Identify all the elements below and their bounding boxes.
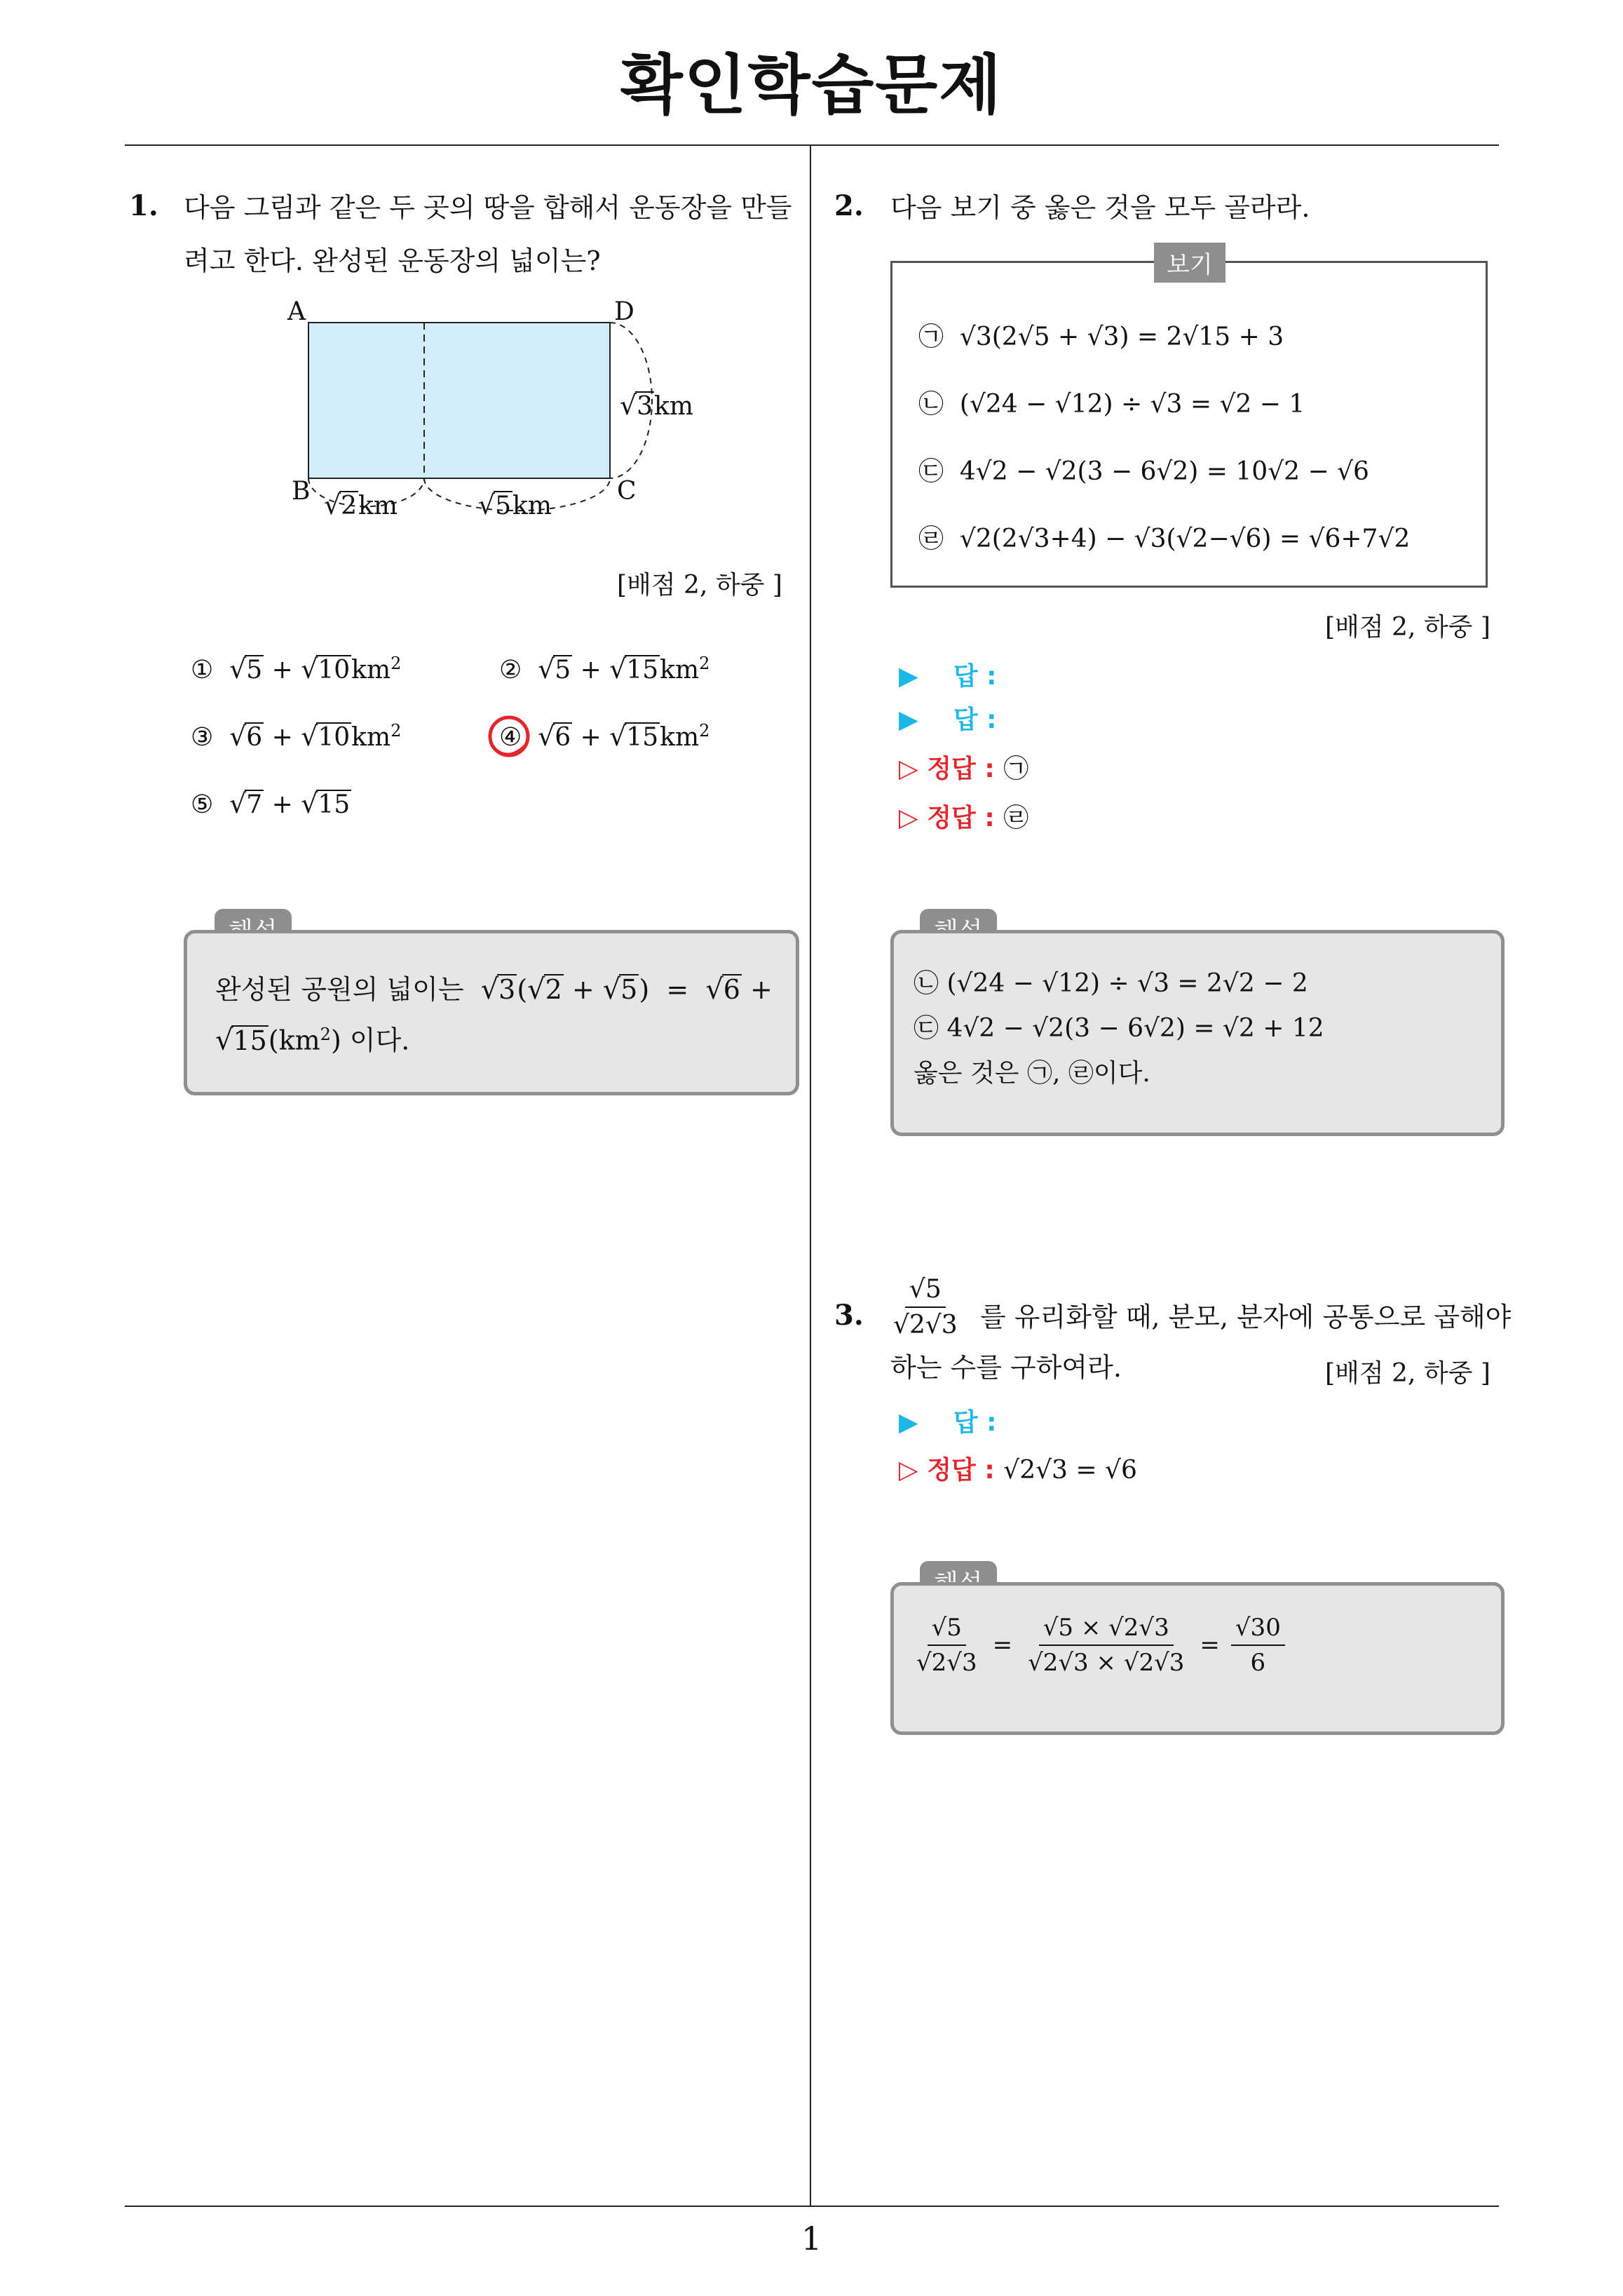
solution-box-1 [184, 930, 799, 1095]
choice-4[interactable]: ④ $√6 + √15km^2$ [499, 721, 710, 752]
answer-line-3[interactable]: ▶ 답 : [899, 1408, 997, 1437]
correct-marker-icon: ▷ [899, 1456, 918, 1485]
answer-marker-icon: ▶ [899, 705, 918, 734]
example-item-3: ㉢ 4√2 − √2(3 − 6√2) = 10√2 − √6 [918, 457, 1369, 486]
question-1-text [184, 181, 801, 288]
choice-1[interactable]: ① $√5 + √10km^2$ [191, 654, 402, 684]
answer-marker-icon: ▶ [899, 1408, 918, 1437]
vertex-d: D [614, 297, 634, 326]
vertex-a: A [287, 297, 306, 326]
correct-answer-1: ▷ 정답 : ㉠ [899, 755, 1029, 783]
question-number-2: 2. [834, 189, 864, 222]
question-3-score: [배점 2, 하중 ] [1325, 1359, 1490, 1388]
vertex-c: C [617, 477, 637, 506]
choice-3[interactable]: ③ $√6 + √10km^2$ [191, 721, 402, 752]
correct-answer-3: ▷ 정답 : √2√3 = √6 [899, 1456, 1137, 1485]
side-right-label: √3km [620, 390, 693, 421]
answer-line-2[interactable]: ▶ 답 : [899, 705, 997, 734]
correct-marker-icon: ▷ [899, 804, 918, 832]
example-item-4: ㉣ √2(2√3+4) − √3(√2−√6) = √6+7√2 [918, 525, 1411, 553]
selected-answer-circle-icon [485, 713, 534, 762]
question-2-text: 다음 보기 중 옳은 것을 모두 골라라. [890, 192, 1310, 223]
side-bottom-label: √5km [478, 489, 552, 520]
column-divider [810, 144, 811, 2206]
answer-line-1[interactable]: ▶ 답 : [899, 662, 997, 691]
question-number-3: 3. [834, 1299, 864, 1332]
solution-box-3 [890, 1582, 1505, 1735]
question-3-fraction: $\frac{√5}{√2√3}$ [893, 1275, 958, 1339]
answer-marker-icon: ▶ [899, 662, 918, 691]
top-rule [125, 144, 1499, 146]
correct-marker-icon: ▷ [899, 755, 918, 783]
example-box-tag: 보기 [1154, 243, 1225, 283]
example-item-2: ㉡ (√24 − √12) ÷ √3 = √2 − 1 [918, 390, 1305, 419]
question-1-line1: 다음 그림과 같은 두 곳의 땅을 합해서 운동장을 만들 [184, 192, 792, 223]
side-left-label: √2km [324, 489, 398, 520]
question-number-1: 1. [129, 189, 158, 222]
page-number: 1 [801, 2220, 822, 2257]
solution-1-text: 완성된 공원의 넓이는 √3(√2 + √5) = √6 + $√15(km^2)$ 이다. [215, 973, 773, 1057]
solution-2-text: ㉡ (√24 − √12) ÷ √3 = 2√2 − 2 ㉢ 4√2 − √2(3 − 6√2) = √2 + 12 옳은 것은 ㉠, ㉣이다. [914, 969, 1324, 1088]
page-title: 확인학습문제 [620, 48, 1003, 123]
vertex-b: B [292, 477, 311, 506]
solution-3-equation: $\frac{√5}{√2√3}$ = $\frac{√5 \times √2√3}{√2√3 \times √2√3}$ = $\frac{√30}{6}$ [912, 1614, 1285, 1677]
question-3-line2: 하는 수를 구하여라. [890, 1352, 1122, 1383]
example-item-1: ㉠ √3(2√5 + √3) = 2√15 + 3 [918, 323, 1284, 351]
question-2-score: [배점 2, 하중 ] [1325, 613, 1490, 642]
choice-2[interactable]: ② $√5 + √15km^2$ [499, 654, 710, 684]
bottom-rule [125, 2206, 1499, 2207]
question-1-line2: 려고 한다. 완성된 운동장의 넓이는? [184, 245, 601, 276]
solution-box-2 [890, 930, 1505, 1136]
question-3-line1: 를 유리화할 때, 분모, 분자에 공통으로 곱해야 [980, 1302, 1512, 1332]
question-1-score: [배점 2, 하중 ] [617, 571, 782, 600]
correct-answer-2: ▷ 정답 : ㉣ [899, 804, 1029, 832]
choice-5[interactable]: ⑤ √7 + √15 [191, 788, 351, 819]
field-rectangle [308, 323, 610, 478]
